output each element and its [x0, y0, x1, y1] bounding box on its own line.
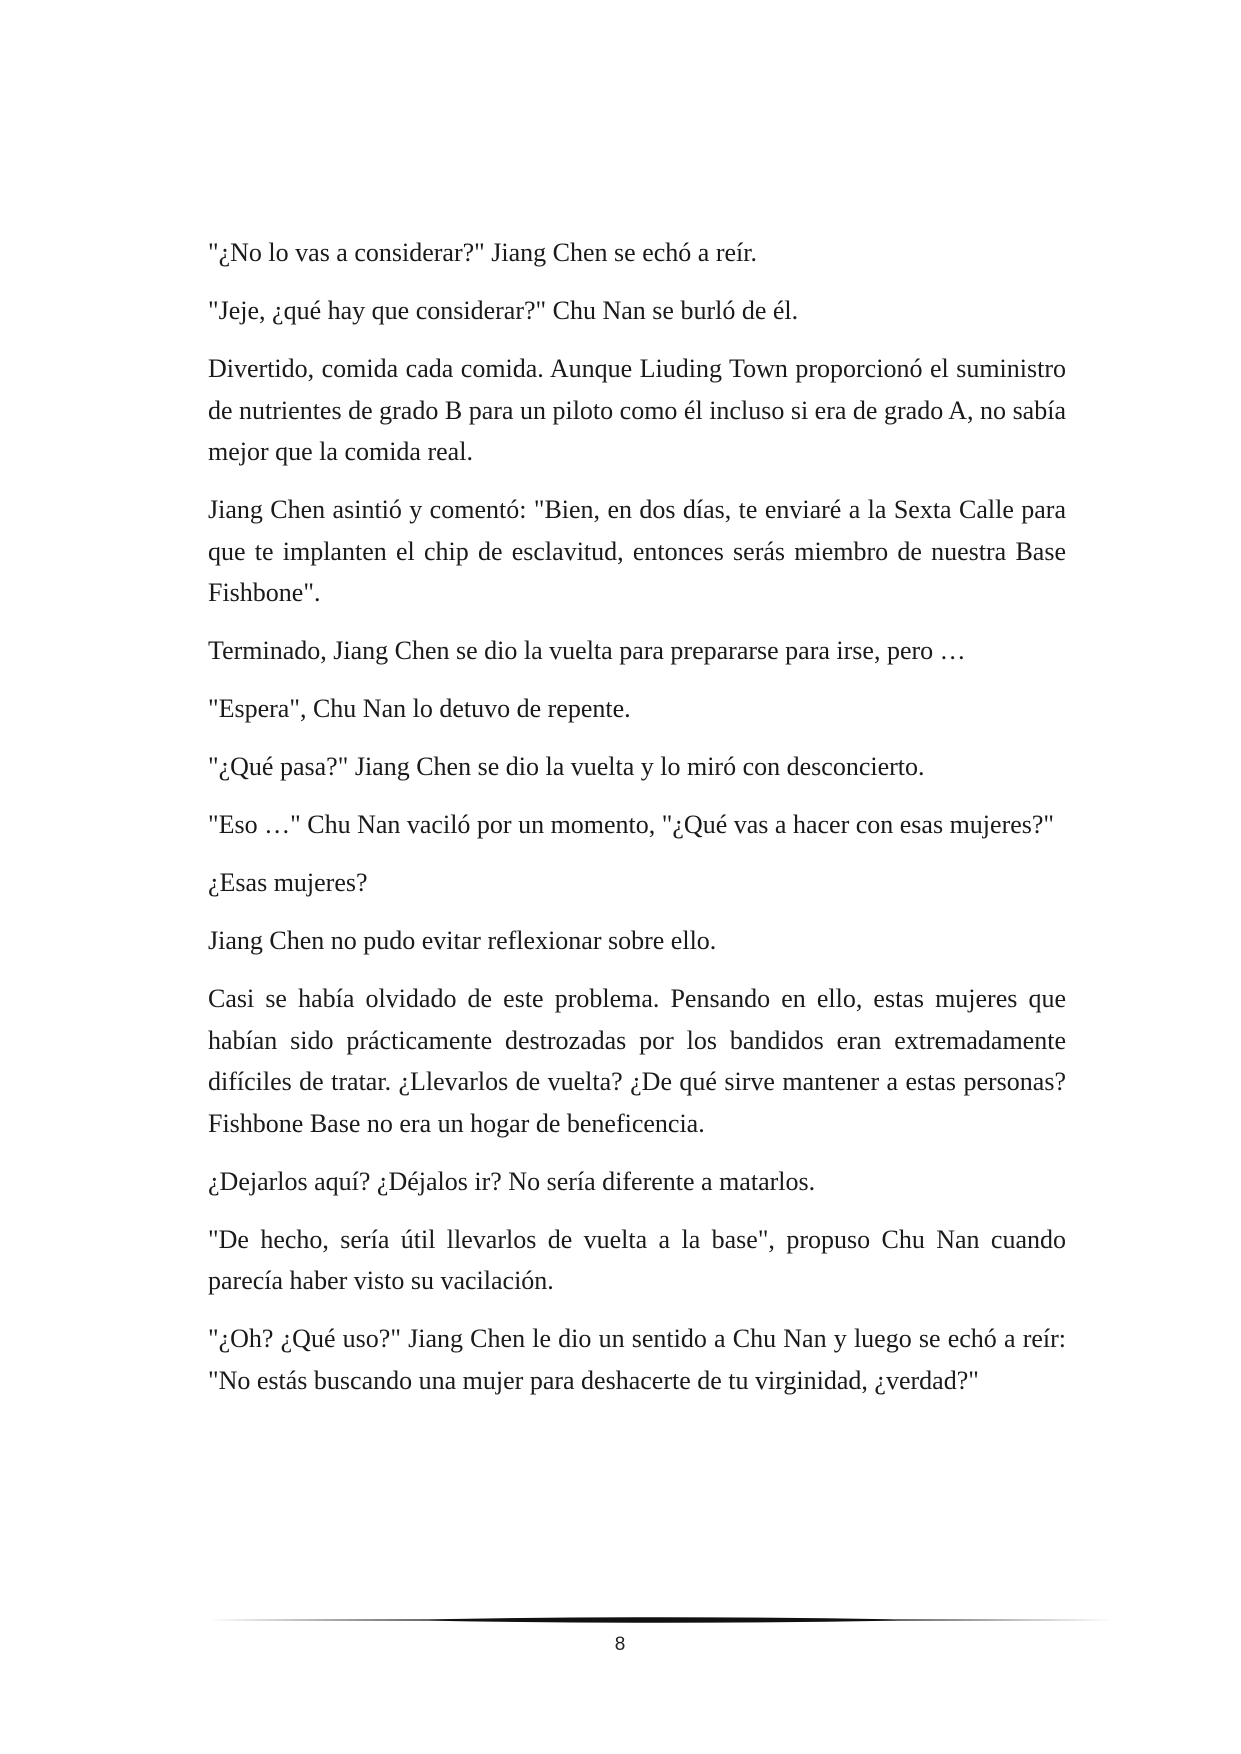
paragraph-13: "De hecho, sería útil llevarlos de vuelta a la base", propuso Chu Nan cuando parecía haber visto su vacilación. [208, 1224, 1066, 1295]
paragraph-11: Casi se había olvidado de este problema. Pensando en ello, estas mujeres que habían sido prácticamente destrozadas por los bandidos eran extremadamente difíciles de tratar. ¿Llevarlos de vuelta? ¿De qué sirve mantener a estas personas? Fishbone Base no era un hogar de beneficencia. [208, 984, 1066, 1138]
footer-divider [208, 1614, 1113, 1626]
paragraph-1: "¿No lo vas a considerar?" Jiang Chen se echó a reír. [208, 238, 757, 267]
paragraph-14: "¿Oh? ¿Qué uso?" Jiang Chen le dio un sentido a Chu Nan y luego se echó a reír: "No estás buscando una mujer para deshacerte de tu virginidad, ¿verdad?" [208, 1324, 1066, 1395]
paragraph-8: "Eso …" Chu Nan vaciló por un momento, "¿Qué vas a hacer con esas mujeres?" [208, 810, 1055, 839]
paragraph-12: ¿Dejarlos aquí? ¿Déjalos ir? No sería diferente a matarlos. [208, 1166, 816, 1196]
paragraph-5: Terminado, Jiang Chen se dio la vuelta para prepararse para irse, pero … [208, 636, 966, 665]
body-text [208, 232, 1066, 1418]
paragraph-4: Jiang Chen asintió y comentó: "Bien, en dos días, te enviaré a la Sexta Calle para que te implanten el chip de esclavitud, entonces serás miembro de nuestra Base Fishbone". [208, 495, 1066, 607]
page-number: 8 [614, 1634, 626, 1655]
paragraph-9: ¿Esas mujeres? [208, 868, 368, 897]
paragraph-10: Jiang Chen no pudo evitar reflexionar sobre ello. [208, 926, 717, 955]
paragraph-2: "Jeje, ¿qué hay que considerar?" Chu Nan se burló de él. [208, 296, 799, 325]
paragraph-3: Divertido, comida cada comida. Aunque Liuding Town proporcionó el suministro de nutrientes de grado B para un piloto como él incluso si era de grado A, no sabía mejor que la comida real. [208, 354, 1066, 466]
paragraph-7: "¿Qué pasa?" Jiang Chen se dio la vuelta y lo miró con desconcierto. [208, 752, 925, 781]
paragraph-6: "Espera", Chu Nan lo detuvo de repente. [208, 694, 631, 723]
